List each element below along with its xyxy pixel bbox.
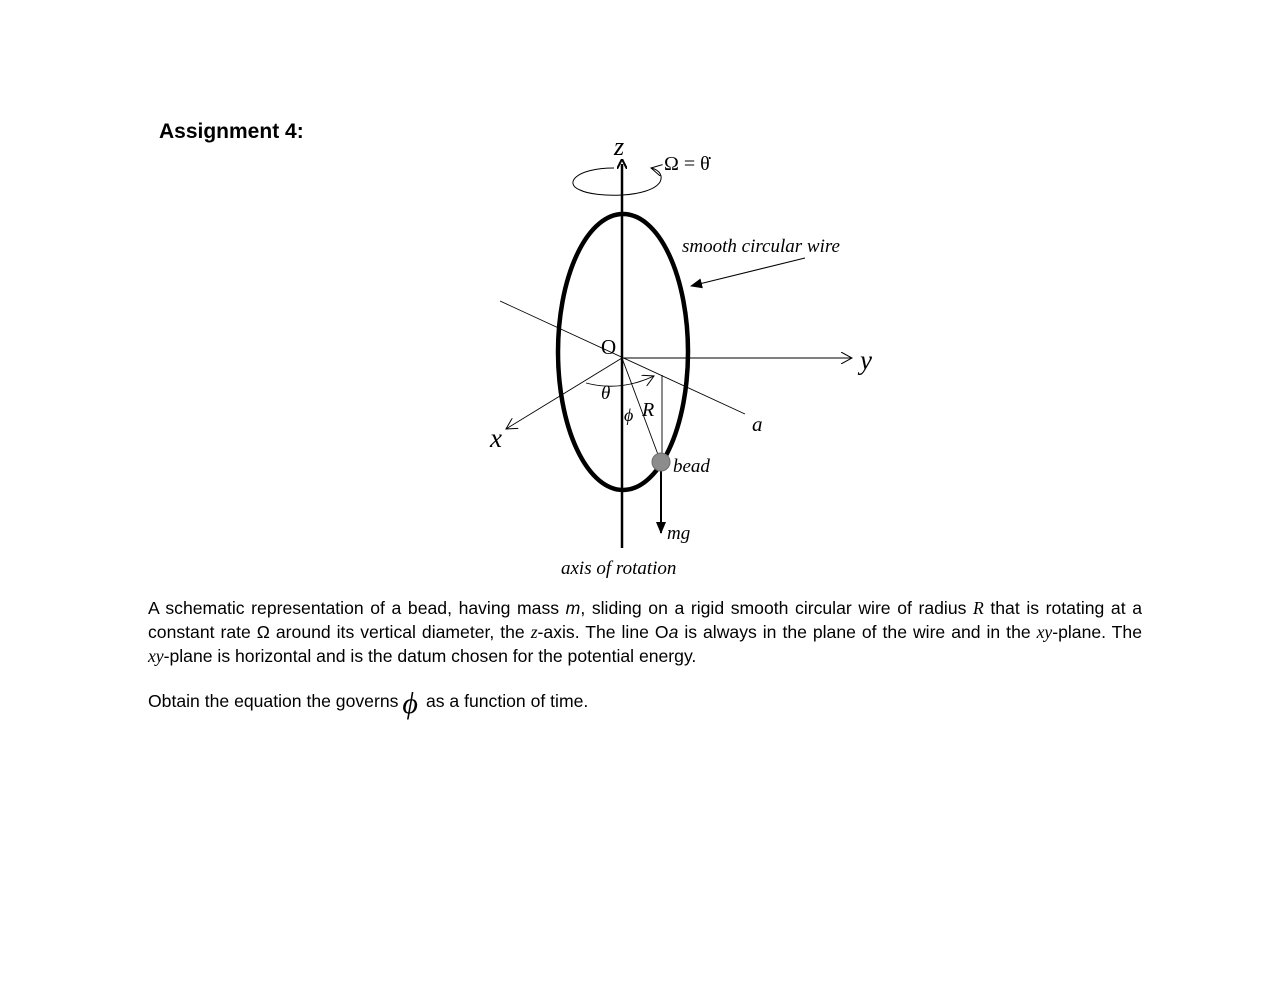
phi-symbol: ϕ (402, 687, 418, 720)
question-text: Obtain the equation the governs ϕ as a function of time. (148, 687, 589, 720)
x-axis-label: x (490, 423, 502, 453)
weight-label: mg (667, 523, 691, 544)
xy-symbol: xy (148, 646, 164, 666)
theta-label: θ (601, 383, 611, 404)
bead (652, 453, 670, 471)
rotation-arrow (573, 168, 661, 195)
xy-symbol: xy (1036, 622, 1053, 642)
bead-label: bead (673, 456, 710, 477)
mass-symbol: m (565, 598, 581, 618)
a-symbol: a (668, 622, 679, 642)
radius-label: R (642, 399, 655, 421)
omega-equation-label: Ω = θ̇ (664, 153, 710, 175)
radius-symbol: R (973, 598, 984, 618)
y-axis-label: y (860, 345, 872, 375)
z-axis-label: z (614, 132, 625, 161)
a-label: a (752, 412, 763, 436)
origin-label: O (601, 335, 617, 359)
phi-label: ϕ (624, 405, 634, 425)
wire-label: smooth circular wire (682, 236, 840, 257)
axis-of-rotation-label: axis of rotation (561, 558, 677, 579)
theta-arc (586, 376, 654, 386)
problem-description: A schematic representation of a bead, having mass m, sliding on a rigid smooth circular wire of radius R that is rotating at a constant rate Ω around its vertical diameter, the z-axis. The line Oa is always in the plane of the wire and in the xy-plane. The xy-plane is horizontal and is the datum chosen for the potential energy. (148, 598, 1142, 666)
wire-pointer-arrow (691, 258, 805, 286)
z-symbol: z (530, 622, 538, 642)
assignment-title: Assignment 4: (159, 120, 304, 143)
